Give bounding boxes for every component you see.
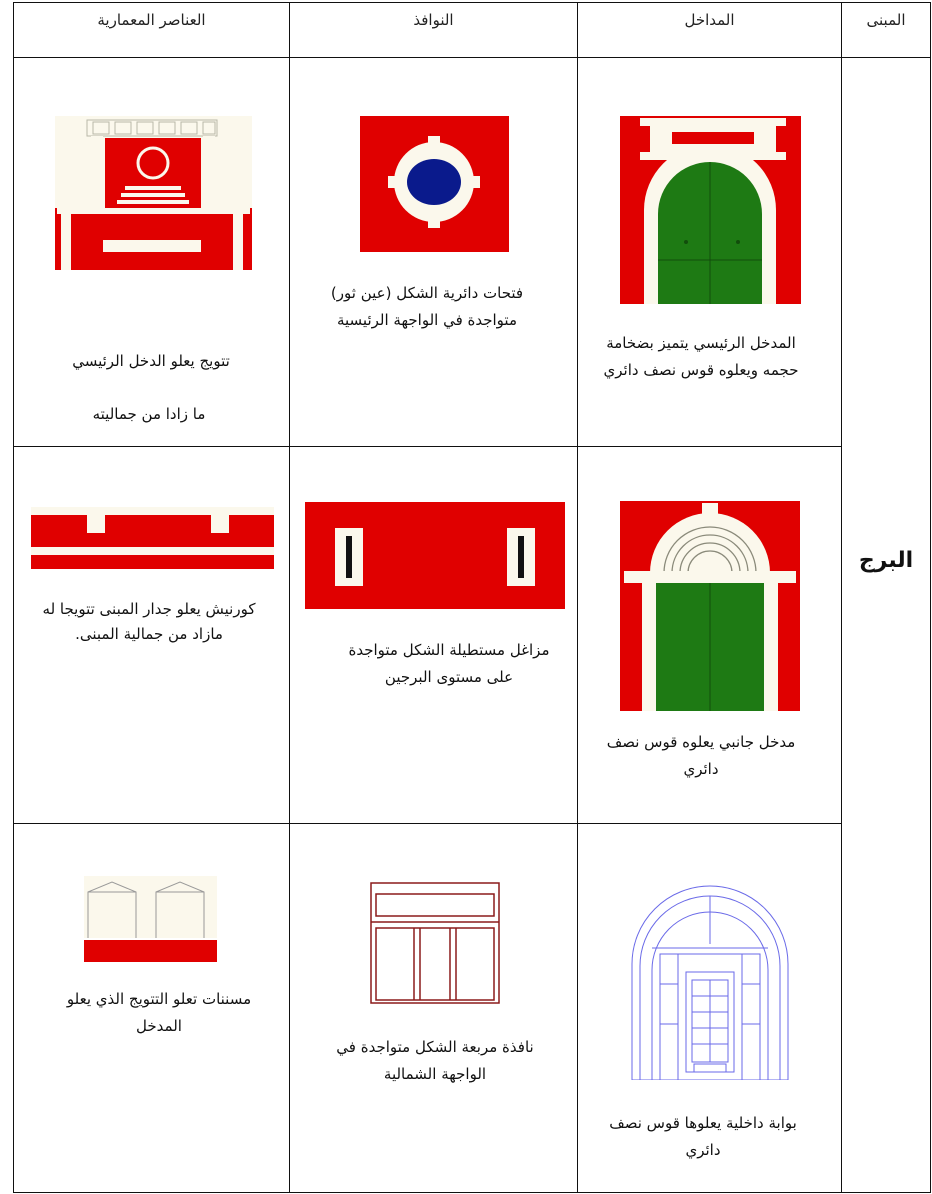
entrance-caption: المدخل الرئيسي يتميز بضخامة حجمه ويعلوه قوس نصف دائري (603, 334, 799, 379)
header-entrances (578, 3, 842, 58)
table-row (14, 58, 931, 447)
element-caption: مسننات تعلو التتويج الذي يعلو المدخل (66, 990, 252, 1035)
crenellations-illustration (84, 876, 217, 962)
oculus-window-illustration (360, 116, 509, 252)
entrance-caption: مدخل جانبي يعلوه قوس نصف دائري (606, 733, 796, 778)
building-cell (842, 58, 931, 1193)
header-windows-label: النوافذ (413, 11, 454, 29)
elements-cell (14, 447, 290, 824)
windows-cell (290, 824, 578, 1193)
window-caption: فتحات دائرية الشكل (عين ثور) متواجدة في الواجهة الرئيسية (330, 284, 524, 329)
window-caption: مزاغل مستطيلة الشكل متواجدة على مستوى البرجين (348, 641, 550, 686)
entrance-caption: بوابة داخلية يعلوها قوس نصف دائري (609, 1114, 797, 1159)
header-building (842, 3, 931, 58)
header-row (14, 3, 931, 58)
element-caption-2: ما زادا من جماليته (92, 405, 206, 423)
main-entrance-illustration (620, 116, 801, 304)
element-caption: كورنيش يعلو جدار المبنى تتويجا له مازاد من جمالية المبنى. (42, 600, 256, 643)
entrances-cell (578, 58, 842, 447)
header-entrances-label: المداخل (684, 11, 735, 29)
architecture-table (13, 2, 931, 1193)
side-entrance-illustration (620, 501, 800, 711)
header-elements (14, 3, 290, 58)
square-window-illustration (370, 882, 500, 1004)
windows-cell (290, 447, 578, 824)
internal-gate-illustration (630, 884, 790, 1080)
table-row (14, 447, 931, 824)
table-row (14, 824, 931, 1193)
building-name: البرج (858, 548, 914, 573)
elements-cell (14, 824, 290, 1193)
element-caption-1: تتويج يعلو الدخل الرئيسي (72, 352, 230, 370)
header-elements-label: العناصر المعمارية (97, 11, 206, 29)
entrances-cell (578, 824, 842, 1193)
crowning-illustration (55, 116, 252, 270)
cornice-illustration (31, 507, 274, 569)
entrances-cell (578, 447, 842, 824)
header-windows (290, 3, 578, 58)
window-caption: نافذة مربعة الشكل متواجدة في الواجهة الشمالية (336, 1038, 534, 1083)
header-building-label: المبنى (866, 11, 906, 29)
windows-cell (290, 58, 578, 447)
slit-windows-illustration (305, 502, 565, 609)
elements-cell (14, 58, 290, 447)
